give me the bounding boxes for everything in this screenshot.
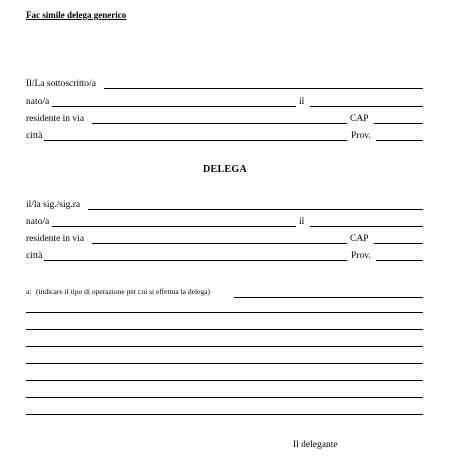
row-sottoscritto <box>26 76 423 90</box>
delegato-nato-field[interactable] <box>52 226 296 227</box>
delegato-date-field[interactable] <box>310 226 423 227</box>
il-label: il <box>299 97 305 107</box>
row-citta <box>26 128 423 142</box>
nato-label: nato/a <box>26 97 50 107</box>
citta-label: città <box>26 131 43 141</box>
delegato-nato-label: nato/a <box>26 217 50 227</box>
row-delegato-nato <box>26 214 423 228</box>
delega-heading: DELEGA <box>202 164 248 175</box>
document-title: Fac simile delega generico <box>26 10 127 20</box>
signature-label: Il delegante <box>293 440 338 450</box>
sottoscritto-label: Il/La sottoscritto/a <box>26 79 96 89</box>
row-sig <box>26 197 423 211</box>
operazione-line[interactable] <box>26 329 423 330</box>
nato-field[interactable] <box>52 106 296 107</box>
sottoscritto-field[interactable] <box>104 88 423 89</box>
delegato-via-field[interactable] <box>92 243 347 244</box>
operazione-field[interactable] <box>234 297 423 298</box>
delegato-il-label: il <box>299 217 305 227</box>
nato-date-field[interactable] <box>310 106 423 107</box>
delegato-prov-label: Prov. <box>351 251 371 261</box>
operazione-line[interactable] <box>26 397 423 398</box>
row-delegato-citta <box>26 248 423 262</box>
row-delegato-residente <box>26 231 423 245</box>
operazione-note: (indicare il tipo di operazione per cui si effettua la delega) <box>36 287 210 296</box>
via-field[interactable] <box>92 123 347 124</box>
operazione-line[interactable] <box>26 346 423 347</box>
citta-field[interactable] <box>44 140 347 141</box>
prov-label: Prov. <box>351 131 371 141</box>
prov-field[interactable] <box>376 140 423 141</box>
delegato-citta-field[interactable] <box>44 260 347 261</box>
sig-field[interactable] <box>88 209 423 210</box>
delegato-cap-label: CAP <box>350 234 369 244</box>
operazione-prefix: a: <box>26 287 32 296</box>
operazione-line[interactable] <box>26 363 423 364</box>
row-residente <box>26 111 423 125</box>
delegato-citta-label: città <box>26 251 43 261</box>
sig-label: il/la sig./sig.ra <box>26 200 81 210</box>
delegato-cap-field[interactable] <box>374 243 423 244</box>
cap-field[interactable] <box>374 123 423 124</box>
cap-label: CAP <box>350 114 369 124</box>
delegato-residente-label: residente in via <box>26 234 85 244</box>
row-operazione <box>26 285 423 299</box>
operazione-line[interactable] <box>26 380 423 381</box>
residente-label: residente in via <box>26 114 85 124</box>
operazione-line[interactable] <box>26 414 423 415</box>
delegato-prov-field[interactable] <box>376 260 423 261</box>
row-nato <box>26 94 423 108</box>
operazione-line[interactable] <box>26 312 423 313</box>
